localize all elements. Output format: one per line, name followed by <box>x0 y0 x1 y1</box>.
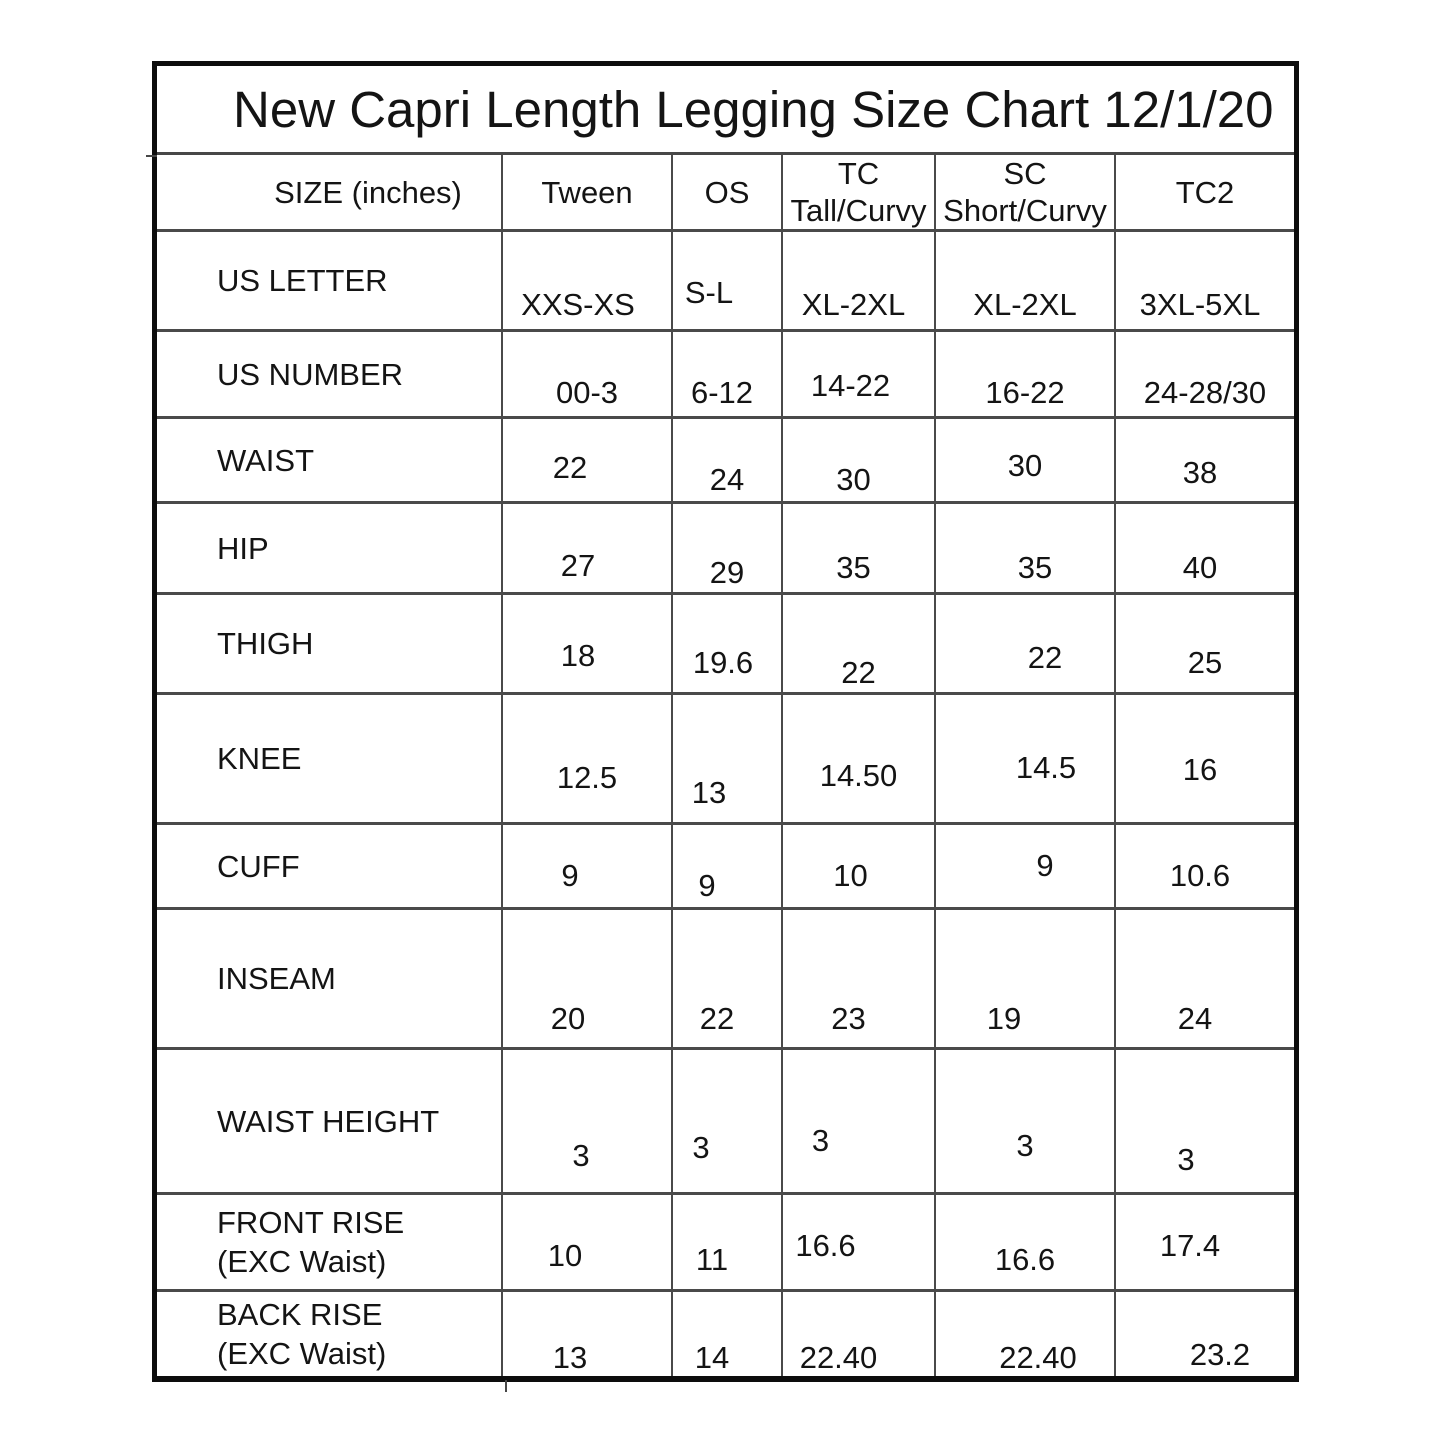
size-value-cell <box>782 1291 935 1376</box>
line-artifact-left <box>146 155 157 157</box>
size-value: 3 <box>1016 1128 1034 1163</box>
size-table-header <box>157 155 1294 231</box>
table-row-cuff <box>157 824 1294 909</box>
size-value-cell <box>1115 503 1294 594</box>
table-row-front-rise <box>157 1194 1294 1291</box>
column-header-size: SIZE (inches) <box>157 155 502 231</box>
size-value-cell <box>935 503 1115 594</box>
size-value: 22.40 <box>799 1339 878 1375</box>
table-row-back-rise <box>157 1291 1294 1376</box>
size-value: 9 <box>698 868 716 903</box>
size-value-cell <box>935 909 1115 1049</box>
size-value: 16.6 <box>994 1242 1056 1277</box>
size-value: 12.5 <box>556 760 618 795</box>
size-value: 16.6 <box>795 1228 856 1263</box>
row-label-cell <box>157 503 502 594</box>
size-value-cell <box>1115 824 1294 909</box>
size-value-cell <box>1115 418 1294 503</box>
size-value: 30 <box>836 462 871 497</box>
row-label-line1: CUFF <box>217 848 300 884</box>
size-value-cell <box>782 824 935 909</box>
size-value-cell <box>502 909 672 1049</box>
size-value-cell <box>502 594 672 694</box>
size-value: 35 <box>836 550 871 585</box>
size-value-cell <box>502 331 672 418</box>
size-value-cell <box>1115 594 1294 694</box>
column-header-tc <box>782 155 935 231</box>
table-row-us-letter <box>157 231 1294 331</box>
size-value-cell <box>935 594 1115 694</box>
size-value-cell <box>935 1291 1115 1376</box>
size-value: 10.6 <box>1169 858 1231 893</box>
column-header-tc-line1: TC <box>837 156 880 191</box>
size-value-cell <box>935 231 1115 331</box>
size-value: 22 <box>552 450 588 485</box>
row-label-cell <box>157 694 502 824</box>
size-value-cell <box>782 231 935 331</box>
table-row-inseam <box>157 909 1294 1049</box>
size-value-cell <box>502 1291 672 1376</box>
size-value-cell <box>672 331 782 418</box>
size-value: 13 <box>552 1339 588 1375</box>
row-label-line1: US LETTER <box>217 263 388 298</box>
column-header-sc-line2: Short/Curvy <box>943 193 1107 228</box>
column-header-tc2-line1: TC2 <box>1175 174 1235 210</box>
table-row-waist <box>157 418 1294 503</box>
size-value: 22 <box>841 655 876 690</box>
size-value: 10 <box>833 858 868 893</box>
table-row-waist-height <box>157 1049 1294 1194</box>
size-value-cell <box>782 503 935 594</box>
row-label-line1: FRONT RISE <box>217 1205 405 1240</box>
row-label-cell <box>157 231 502 331</box>
column-header-sc <box>935 155 1115 231</box>
size-value-cell <box>672 503 782 594</box>
size-value-cell <box>502 1194 672 1291</box>
row-label-cell <box>157 1194 502 1291</box>
size-value: XL-2XL <box>973 287 1077 322</box>
size-value-cell <box>672 594 782 694</box>
size-value: 22 <box>699 1001 735 1036</box>
size-value: 23.2 <box>1189 1336 1251 1372</box>
size-value: 27 <box>560 548 596 583</box>
row-label-line1: US NUMBER <box>217 356 404 392</box>
size-value-cell <box>502 1049 672 1194</box>
row-label-line1: BACK RISE <box>217 1296 383 1332</box>
size-value-cell <box>502 418 672 503</box>
size-value: 20 <box>550 1001 586 1036</box>
size-value: 14.50 <box>819 758 898 793</box>
size-value-cell <box>1115 1194 1294 1291</box>
size-value-cell <box>672 418 782 503</box>
size-value: 14.5 <box>1015 750 1077 785</box>
size-value: 30 <box>1007 448 1043 483</box>
size-value-cell <box>672 1194 782 1291</box>
size-value: 16-22 <box>985 375 1065 410</box>
row-label-line1: THIGH <box>217 626 314 661</box>
size-value: 3 <box>811 1123 830 1158</box>
size-value-cell <box>502 231 672 331</box>
size-value: 14 <box>694 1339 730 1375</box>
row-label-cell <box>157 824 502 909</box>
size-value: 6-12 <box>690 375 754 410</box>
size-value-cell <box>672 909 782 1049</box>
line-artifact-bottom <box>505 1380 507 1392</box>
size-value: 25 <box>1187 645 1223 680</box>
size-value: S-L <box>684 275 734 310</box>
size-value-cell <box>672 824 782 909</box>
header-row <box>157 155 1294 231</box>
size-value: 11 <box>695 1242 729 1277</box>
size-value-cell <box>782 1194 935 1291</box>
size-value: 18 <box>560 638 596 673</box>
column-header-tween <box>502 155 672 231</box>
size-value-cell <box>935 331 1115 418</box>
size-chart-box <box>152 61 1299 1382</box>
row-label-cell <box>157 594 502 694</box>
size-value: 3 <box>572 1138 590 1173</box>
size-value-cell <box>782 1049 935 1194</box>
size-value-cell <box>782 694 935 824</box>
row-label-line1: INSEAM <box>217 961 336 996</box>
column-header-os-line1: OS <box>704 174 750 210</box>
size-value-cell <box>1115 331 1294 418</box>
size-value-cell <box>1115 909 1294 1049</box>
size-value-cell <box>502 503 672 594</box>
column-header-os <box>672 155 782 231</box>
size-value: 17.4 <box>1159 1228 1221 1263</box>
size-table <box>157 155 1294 1376</box>
row-label-cell <box>157 418 502 503</box>
size-value: 14-22 <box>810 368 891 403</box>
row-label-line2: (EXC Waist) <box>217 1335 387 1371</box>
size-value: 19 <box>986 1001 1022 1036</box>
size-value-cell <box>1115 1291 1294 1376</box>
size-value: XL-2XL <box>801 287 906 322</box>
size-value: 3 <box>692 1130 710 1165</box>
table-row-thigh <box>157 594 1294 694</box>
size-value: 9 <box>561 858 579 893</box>
size-value-cell <box>672 694 782 824</box>
size-value-cell <box>935 418 1115 503</box>
column-header-sc-line1: SC <box>1003 156 1047 191</box>
column-header-tc-line2: Tall/Curvy <box>790 193 927 228</box>
size-value-cell <box>1115 231 1294 331</box>
size-value: 38 <box>1182 455 1218 490</box>
size-value: 9 <box>1036 848 1054 883</box>
size-value-cell <box>672 1049 782 1194</box>
size-value-cell <box>935 1049 1115 1194</box>
size-value-cell <box>935 824 1115 909</box>
size-value: 3XL-5XL <box>1139 287 1261 322</box>
size-value-cell <box>935 694 1115 824</box>
column-header-tween-line1: Tween <box>541 174 633 210</box>
size-value: XXS-XS <box>521 287 635 322</box>
row-label-cell <box>157 909 502 1049</box>
chart-title: New Capri Length Legging Size Chart 12/1/20 <box>157 66 1294 155</box>
size-value: 29 <box>709 555 745 590</box>
table-row-hip <box>157 503 1294 594</box>
size-value: 3 <box>1177 1142 1195 1177</box>
size-value-cell <box>502 824 672 909</box>
size-value-cell <box>672 231 782 331</box>
size-value: 10 <box>547 1238 583 1273</box>
size-value: 35 <box>1017 550 1053 585</box>
size-value-cell <box>1115 694 1294 824</box>
size-value: 24 <box>709 462 745 497</box>
size-value-cell <box>672 1291 782 1376</box>
size-value-cell <box>502 694 672 824</box>
row-label-line1: KNEE <box>217 741 302 776</box>
size-value-cell <box>935 1194 1115 1291</box>
size-value-cell <box>782 331 935 418</box>
size-table-body <box>157 231 1294 1376</box>
size-value: 13 <box>691 775 727 810</box>
column-header-tc2 <box>1115 155 1294 231</box>
size-value-cell <box>782 909 935 1049</box>
size-value: 22 <box>1027 640 1063 675</box>
size-value: 24-28/30 <box>1143 375 1267 410</box>
row-label-cell <box>157 1049 502 1194</box>
size-value-cell <box>1115 1049 1294 1194</box>
size-value: 19.6 <box>692 645 754 680</box>
size-value: 22.40 <box>999 1339 1077 1375</box>
row-label-cell <box>157 331 502 418</box>
row-label-line1: HIP <box>217 530 269 566</box>
row-label-line1: WAIST HEIGHT <box>217 1103 440 1139</box>
size-value: 16 <box>1182 752 1218 787</box>
row-label-line2: (EXC Waist) <box>217 1244 387 1279</box>
table-row-knee <box>157 694 1294 824</box>
size-value: 23 <box>831 1001 866 1036</box>
size-value: 00-3 <box>555 375 619 410</box>
table-row-us-number <box>157 331 1294 418</box>
size-value: 40 <box>1182 550 1218 585</box>
row-label-cell <box>157 1291 502 1376</box>
size-value: 24 <box>1177 1001 1213 1036</box>
size-value-cell <box>782 594 935 694</box>
size-value-cell <box>782 418 935 503</box>
row-label-line1: WAIST <box>217 442 315 478</box>
